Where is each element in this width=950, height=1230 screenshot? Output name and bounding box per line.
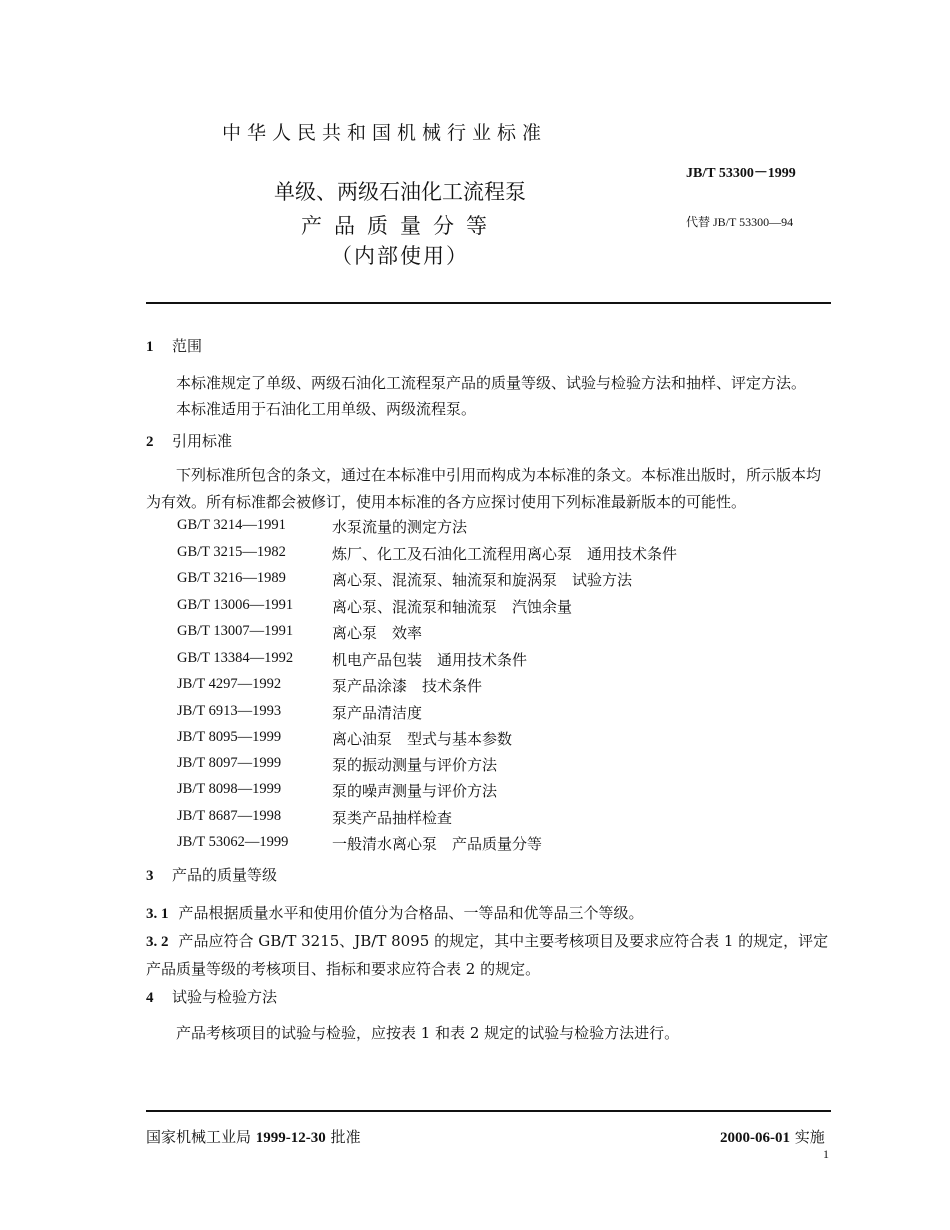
reference-code: GB/T 13384—1992 <box>177 650 294 666</box>
clause-3-1 <box>146 903 644 924</box>
reference-code: JB/T 8687—1998 <box>177 808 282 824</box>
section-number: 2 <box>146 434 154 450</box>
reference-code: GB/T 3214—1991 <box>177 517 286 533</box>
reference-code: JB/T 53062—1999 <box>177 834 289 850</box>
reference-code: JB/T 8095—1999 <box>177 729 282 745</box>
reference-title: 机电产品包装 通用技术条件 <box>332 651 528 669</box>
reference-title: 泵产品涂漆 技术条件 <box>332 677 483 695</box>
section-title: 范围 <box>172 337 203 355</box>
section-4-heading <box>146 987 277 1008</box>
reference-code: JB/T 8098—1999 <box>177 781 282 797</box>
clause-number: 3. 1 <box>146 906 169 922</box>
section-1-paragraph-2: 本标准适用于石油化工用单级、两级流程泵。 <box>176 400 477 418</box>
approving-authority: 国家机械工业局 <box>146 1128 252 1146</box>
section-3-heading <box>146 865 277 886</box>
implementation-line <box>720 1126 825 1147</box>
section-4-paragraph: 产品考核项目的试验与检验，应按表 1 和表 2 规定的试验与检验方法进行。 <box>176 1024 680 1042</box>
reference-code: GB/T 13006—1991 <box>177 597 294 613</box>
header-divider <box>146 302 831 304</box>
reference-title: 泵类产品抽样检查 <box>332 809 453 827</box>
reference-title: 离心泵、混流泵、轴流泵和旋涡泵 试验方法 <box>332 571 633 589</box>
reference-code: JB/T 4297—1992 <box>177 676 282 692</box>
reference-code: GB/T 3215—1982 <box>177 544 286 560</box>
section-title: 试验与检验方法 <box>172 988 278 1006</box>
approval-line <box>146 1126 361 1147</box>
reference-code: GB/T 13007—1991 <box>177 623 294 639</box>
reference-code: GB/T 3216—1989 <box>177 570 286 586</box>
section-number: 3 <box>146 868 154 884</box>
section-number: 4 <box>146 990 154 1006</box>
section-1-paragraph-1: 本标准规定了单级、两级石油化工流程泵产品的质量等级、试验与检验方法和抽样、评定方法。 <box>176 374 807 392</box>
replaces-standard: 代替 JB/T 53300—94 <box>686 215 794 229</box>
clause-number: 3. 2 <box>146 934 169 950</box>
title-line-3: （内部使用） <box>331 244 469 268</box>
reference-title: 离心油泵 型式与基本参数 <box>332 730 513 748</box>
issuing-organization: 中华人民共和国机械行业标准 <box>222 122 548 144</box>
section-number: 1 <box>146 339 154 355</box>
page-number: 1 <box>823 1147 829 1161</box>
section-title: 引用标准 <box>172 432 233 450</box>
reference-title: 泵产品清洁度 <box>332 704 423 722</box>
reference-title: 一般清水离心泵 产品质量分等 <box>332 835 543 853</box>
section-2-paragraph: 下列标准所包含的条文，通过在本标准中引用而构成为本标准的条文。本标准出版时，所示版本均为有效。所有标准都会被修订，使用本标准的各方应探讨使用下列标准最新版本的可能性。 <box>146 466 822 511</box>
standard-code: JB/T 53300－1999 <box>686 166 796 181</box>
reference-code: JB/T 8097—1999 <box>177 755 282 771</box>
clause-text: 产品应符合 GB/T 3215、JB/T 8095 的规定，其中主要考核项目及要求应符合表 1 的规定，评定产品质量等级的考核项目、指标和要求应符合表 2 的规定。 <box>146 932 829 978</box>
reference-title: 泵的振动测量与评价方法 <box>332 756 498 774</box>
clause-text: 产品根据质量水平和使用价值分为合格品、一等品和优等品三个等级。 <box>178 904 644 922</box>
title-line-2: 产品质量分等 <box>301 214 499 238</box>
implementation-label: 实施 <box>794 1128 825 1146</box>
clause-3-2 <box>146 928 831 983</box>
section-2-heading <box>146 431 232 452</box>
approval-date: 1999-12-30 <box>255 1130 326 1146</box>
reference-code: JB/T 6913—1993 <box>177 703 282 719</box>
section-1-heading <box>146 336 202 357</box>
reference-title: 炼厂、化工及石油化工流程用离心泵 通用技术条件 <box>332 545 678 563</box>
footer-divider <box>146 1110 831 1112</box>
implementation-date: 2000-06-01 <box>720 1130 790 1146</box>
approval-label: 批准 <box>330 1128 361 1146</box>
reference-title: 离心泵 效率 <box>332 624 423 642</box>
reference-title: 泵的噪声测量与评价方法 <box>332 782 498 800</box>
reference-title: 离心泵、混流泵和轴流泵 汽蚀余量 <box>332 598 573 616</box>
title-line-1: 单级、两级石油化工流程泵 <box>274 180 526 204</box>
reference-title: 水泵流量的测定方法 <box>332 518 468 536</box>
section-title: 产品的质量等级 <box>172 866 278 884</box>
